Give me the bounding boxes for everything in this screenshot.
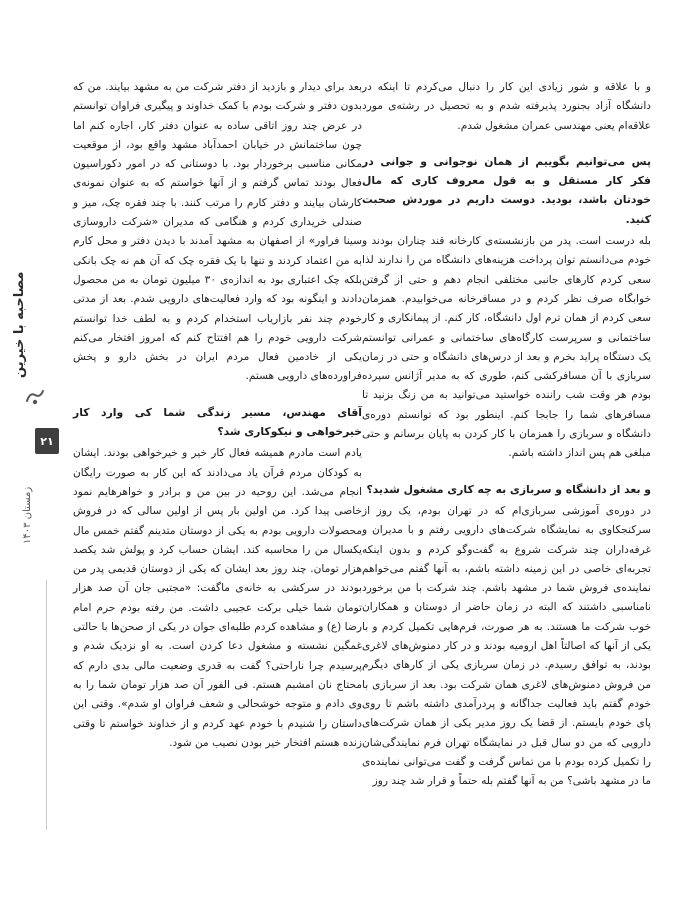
question-heading: و بعد از دانشگاه و سربازی به چه کاری مشغول شدید؟ (366, 482, 651, 496)
issue-season: زمستان ۱۴۰۳ (22, 486, 33, 544)
question-heading: آقای مهندس، مسیر زندگی شما کی وارد کار خیرخواهی و نیکوکاری شد؟ (73, 405, 362, 439)
intro-paragraph: و با علاقه و شور زیادی این کار را دنبال می‌کردم تا اینکه در دانشگاه آزاد بجنورد پذیرفته شدم و به تحصیل در رشته‌ی مورد علاقه‌ام یعنی مهندسی عمران مشغول شدم. (362, 81, 651, 132)
answer-paragraph: در دوره‌ی آموزشی سربازی‌ام که در تهران بودم، یک روز از سرکنجکاوی به نمایشگاه شرکت‌های دارویی رفتم و با مدیران و غرفه‌داران چند شرکت شروع به گفت‌وگو کردم و بدون اینکه تجربه‌ای خاصی در این زمینه داشته باشم، به آنها گفتم می‌خواهم نماینده‌ی فروش شما در مشهد باشم. چند شرکت با من برخورد نامناسبی داشتند که البته در زمان حاضر از دوستان و همکاران خوب شرکت ما هستند. به هر صورت، فرم‌هایی تکمیل کردم و با یکی از آنها که اصالتاً اهل ارومیه بودند و در کار دمنوش‌های لاغری بودند، به توافق رسیدم. در زمان سربازی یکی از کارهای دیگرم من فروش دمنوش‌های لاغری همان شرکت بود. بعد از سربازی با خودم گفتم باید فعالیت جداگانه و پردرآمدی داشته باشم تا روی پای خودم بایستم. از قضا یک روز مدیر یکی از همان شرکت‌های دارویی که من دو سال قبل در نمایشگاه تهران فرم نمایندگی‌شان را تکمیل کرده بودم با من تماس گرفت و گفت می‌توانی نماینده‌ی ما در مشهد باشی؟ من به آنها گفتم بله حتماً و قرار شد چند روز (362, 504, 651, 788)
right-column (362, 78, 651, 791)
magazine-logo-icon (24, 386, 46, 408)
section-title: مصاحبه با خیرین (12, 271, 27, 379)
left-column (73, 78, 362, 753)
answer-paragraph: یادم است مادرم همیشه فعال کار خیر و خیرخواهی بودند. ایشان به کودکان مردم قرآن یاد می‌دادند که این کار به صورت رایگان انجام می‌شد. این روحیه در بین من و برادر و خواهرهایم نمود خاصی پیدا کرد. من اولین بار پس از اولین سالی که در فروش محصولات دارویی بودم به یکی از دوستان متدینم گفتم خمس مال یکسال من را محاسبه کند. ایشان حساب کرد و پولش شد یکصد هزار تومان. چند روز بعد ایشان که یکی از دوستان قدیمی پدر من بودند در سرکشی به خانه‌ی ماگفت: «مجتبی جان آن صد هزار تومان شما خیلی برکت عجیبی داشت. من رفته بودم حرم امام رضا (ع) و مشاهده کردم طلبه‌ای جوان در یکی از صحن‌ها با حالتی غمگین نشسته و مشغول دعا کردن است. به او نزدیک شدم و پرسیدم چرا ناراحتی؟ گفت به قدری وضعیت مالی بدی دارم که محتاج نان امشبم هستم. فی الفور آن صد هزار تومان شما را به وی دادم و متوجه خوشحالی و شعف فراوان او شدم». وقتی این داستان را شنیدم با خودم عهد کردم و از خداوند خواستم تا وقتی زنده هستم افتخار خیر بودن نصیب من شود. (73, 447, 362, 749)
sidebar-divider (46, 580, 47, 830)
answer-paragraph: بعد برای دیدار و بازدید از دفتر شرکت من به مشهد بیایند. من که بدون دفتر و شرکت بودم با کمک خداوند و پیگیری فراوان توانستم در عرض چند روز اتاقی ساده به عنوان دفتر کار، اجاره کنم اما چون ساختمانش در خیابان احمدآباد مشهد واقع بود، از موقعیت مکانی مناسبی برخوردار بود. با دوستانی که در امور دکوراسیون فعال بودند تماس گرفتم و از آنها خواستم که به عنوان نمونه‌ی کارشان بیایند و دفتر کارم را مرتب کنند. با چند فقره چک، میز و صندلی خریداری کردم و هنگامی که مدیران «شرکت داروسازی سینا فراور» از اصفهان به مشهد آمدند با دیدن دفتر و محل کارم به من اعتماد کردند و تنها با یک فقره چک که آن هم نه چک بانکی بلکه چک اعتباری بود به اندازه‌ی ۳۰ میلیون تومان به من محصول دادند و اینگونه بود که وارد فعالیت‌های دارویی شدم. بعد از مدتی خودم چند نفر بازاریاب استخدام کردم و به لطف خدا توانستم شرکت دارویی خودم را هم افتتاح کنم که امروز افتخار می‌کنم یکی از خادمین فعال مردم ایران در بخش دارو و پخش فراورده‌های دارویی هستم. (73, 81, 362, 383)
page-sidebar (0, 270, 62, 830)
page-number: ۲۱ (35, 428, 59, 454)
answer-paragraph: بله درست است. پدر من بازنشسته‌ی کارخانه قند چناران بودند و خودم می‌دانستم توان پرداخت هزینه‌های دانشگاه من را ندارند لذا سعی کردم کارهای جانبی مختلفی انجام دهم و حتی از گرفتن خوابگاه صرف نظر کردم و در مسافرخانه می‌خوابیدم. همزمان سعی کردم از همان ترم اول دانشگاه، کار کنم. از پیمانکاری و کار ساختمانی و سرپرست کارگاه‌های ساختمانی و عمرانی توانستم یک دستگاه پراید بخرم و بعد از درس‌های دانشگاه و حتی در زمان سربازی با آن مسافرکشی کنم، طوری که به مدیر آژانس سپرده بودم هر وقت شب راننده خواستید می‌توانید به من زنگ بزنید تا مسافرهای شما را جابجا کنم. اینطور بود که توانستم دوره‌ی دانشگاه و سربازی را همزمان با کار کردن به پایان برسانم و حتی مبلغی هم پس انداز داشته باشم. (362, 235, 651, 460)
question-heading: پس می‌توانیم بگوییم از همان نوجوانی و جوانی در فکر کار مستقل و به قول معروف کاری که مال خودتان باشد، بودید. دوست داریم در موردش صحبت کنید. (362, 154, 651, 226)
